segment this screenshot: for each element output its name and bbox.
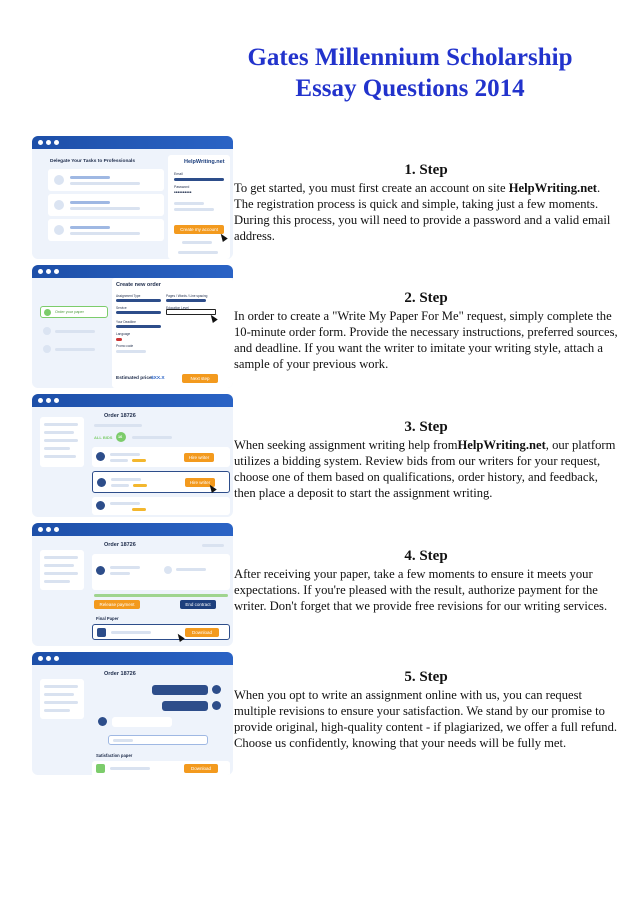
page-title-line-1: Gates Millennium Scholarship: [247, 44, 573, 71]
step-4-text: After receiving your paper, take a few moments to ensure it meets your expectations. If you're pleased with the result, authorize payment for the writer. Don't forget that we provide free revisions for our writing services.: [234, 567, 608, 613]
step-item-order[interactable]: Order your paper: [55, 310, 84, 314]
email-field[interactable]: [174, 178, 224, 181]
step-1-heading: 1. Step: [404, 162, 448, 178]
step-1-screenshot: [32, 136, 233, 259]
step-2-text: In order to create a "Write My Paper For Me" request, simply complete the 10-minute order form. Provide the necessary instructions, preferred sources, and deadline. If you want the writer to imitate your writing style, attach a sample of your previous work.: [234, 309, 618, 371]
panel-heading: Order 18726: [104, 671, 136, 677]
panel-heading: Delegate Your Tasks to Professionals: [50, 159, 136, 164]
step-1-text: To get started, you must first create an account on site HelpWriting.net. The registration process is quick and simple, taking just a few moments. During this process, you will need to provide a password and a valid email address.: [234, 181, 611, 243]
assignment-type-select[interactable]: [116, 299, 161, 302]
step-4-heading: 4. Step: [404, 548, 448, 564]
cursor-icon: [175, 632, 185, 642]
page-title-line-2: Essay Questions 2014: [295, 75, 525, 102]
brand-link[interactable]: HelpWriting.net: [457, 438, 546, 452]
step-3-text: When seeking assignment writing help fromHelpWriting.net, our platform utilizes a bidding system. Review bids from our writers for your request, choose one of them based on qualifications, order history, and feedback, then place a deposit to start the assignment writing.: [234, 438, 616, 500]
step-5: [234, 668, 618, 751]
release-payment-button[interactable]: Release payment: [94, 600, 140, 609]
window-titlebar: [32, 136, 233, 149]
step-1: [234, 161, 618, 244]
step-5-heading: 5. Step: [404, 669, 448, 685]
panel-heading: Order 18726: [104, 542, 136, 548]
download-button[interactable]: Download: [185, 628, 219, 637]
service-select[interactable]: [116, 311, 161, 314]
hire-writer-button[interactable]: Hire writer: [184, 453, 214, 462]
brand-logo: HelpWriting.net: [184, 159, 225, 165]
password-field[interactable]: ••••••••••: [174, 190, 192, 196]
cursor-icon: [207, 483, 217, 493]
deadline-field[interactable]: [116, 325, 161, 328]
step-5-text: When you opt to write an assignment online with us, you can request multiple revisions to ensure your satisfaction. We stand by our promise to provide original, high-quality content - if plagiarized, we offer a full refund. Choose us confidently, knowing that your needs will be fully met.: [234, 688, 618, 750]
panel-heading: Order 18726: [104, 413, 136, 419]
pages-select[interactable]: [166, 299, 206, 302]
step-4-screenshot: Order 18726 Release payment End contract Final Paper Download: [32, 523, 233, 646]
signup-card: HelpWriting.net Email Password •••••••••• Create my account: [168, 155, 230, 259]
download-button[interactable]: Download: [184, 764, 218, 773]
step-5-screenshot: Order 18726 Satisfaction paper Download: [32, 652, 233, 775]
next-step-button[interactable]: Next step: [182, 374, 218, 383]
step-3-heading: 3. Step: [404, 419, 448, 435]
brand-link[interactable]: HelpWriting.net: [508, 181, 597, 195]
step-2-heading: 2. Step: [404, 290, 448, 306]
end-contract-button[interactable]: End contract: [180, 600, 216, 609]
cursor-icon: [208, 313, 218, 323]
step-3-screenshot: Order 18726 ALL BIDS 16 Hire writer Hire writer: [32, 394, 233, 517]
create-account-button[interactable]: Create my account: [174, 225, 224, 234]
step-3: [234, 418, 618, 501]
flag-icon: [116, 338, 122, 341]
cursor-icon: [218, 232, 228, 242]
step-2-screenshot: Order your paper Create new order Assignment Type Pages / Words / Line spacing Service Education Level Your Deadline Language Promo code Estimated price $XX.X Next step: [32, 265, 233, 388]
hire-writer-button-selected[interactable]: Hire writer: [185, 478, 215, 487]
step-4: [234, 547, 618, 614]
education-level-select[interactable]: [166, 309, 216, 315]
step-2: [234, 289, 618, 372]
panel-heading: Create new order: [116, 282, 161, 288]
